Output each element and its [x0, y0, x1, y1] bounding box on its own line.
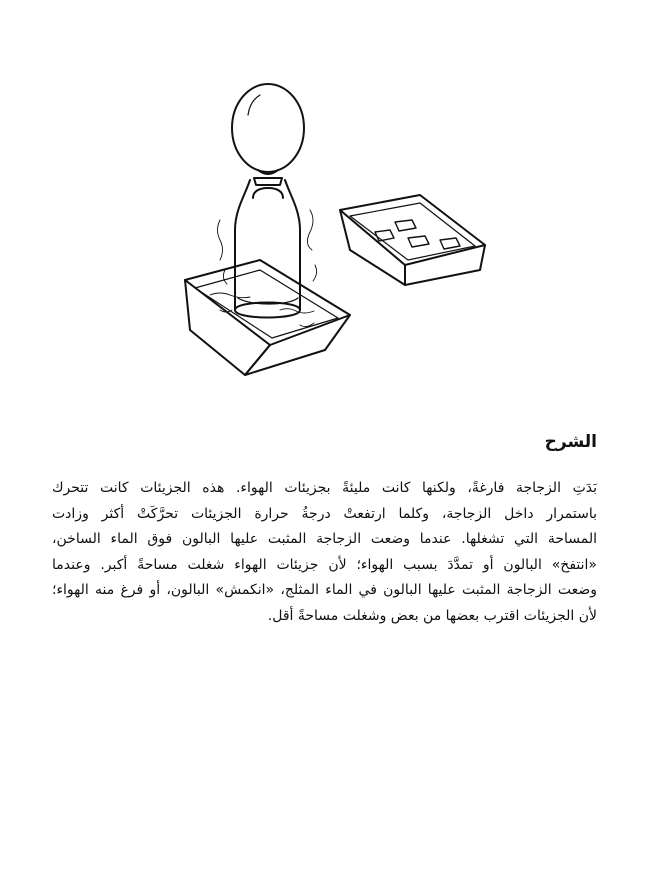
paragraph-line: بَدَتِ الزجاجة فارغةً، ولكنها كانت مليئةً بجزيئات الهواء. هذه الجزيئات كانت تتحرك [52, 480, 597, 496]
balloon [232, 84, 304, 185]
ice-water-tray [340, 195, 485, 285]
paragraph-line: المساحة التي تشغلها. عندما وضعت الزجاجة المثبت عليها البالون فوق الماء الساخن، [52, 531, 597, 547]
balloon-bottle-experiment-illustration [150, 70, 510, 400]
paragraph-line: باستمرار داخل الزجاجة، وكلما ارتفعتْ درجةُ حرارة الجزيئات تحرَّكَتْ أكثر وزادت [52, 505, 597, 522]
paragraph-line: لأن الجزيئات اقترب بعضها من بعض وشغلت مساحةً أقل. [267, 607, 597, 624]
paragraph-line: وضعت الزجاجة المثبت عليها البالون في الماء المثلج، «انكمش» البالون، أو فرغ منه الهواء؛ [52, 582, 597, 598]
explanation-paragraph [52, 476, 597, 629]
section-heading: الشرح [544, 432, 597, 452]
bottle [218, 180, 317, 318]
paragraph-line: «انتفخ» البالون أو تمدَّدَ بسبب الهواء؛ لأن جزيئات الهواء شغلت مساحةً أكبر. وعندما [52, 556, 597, 573]
